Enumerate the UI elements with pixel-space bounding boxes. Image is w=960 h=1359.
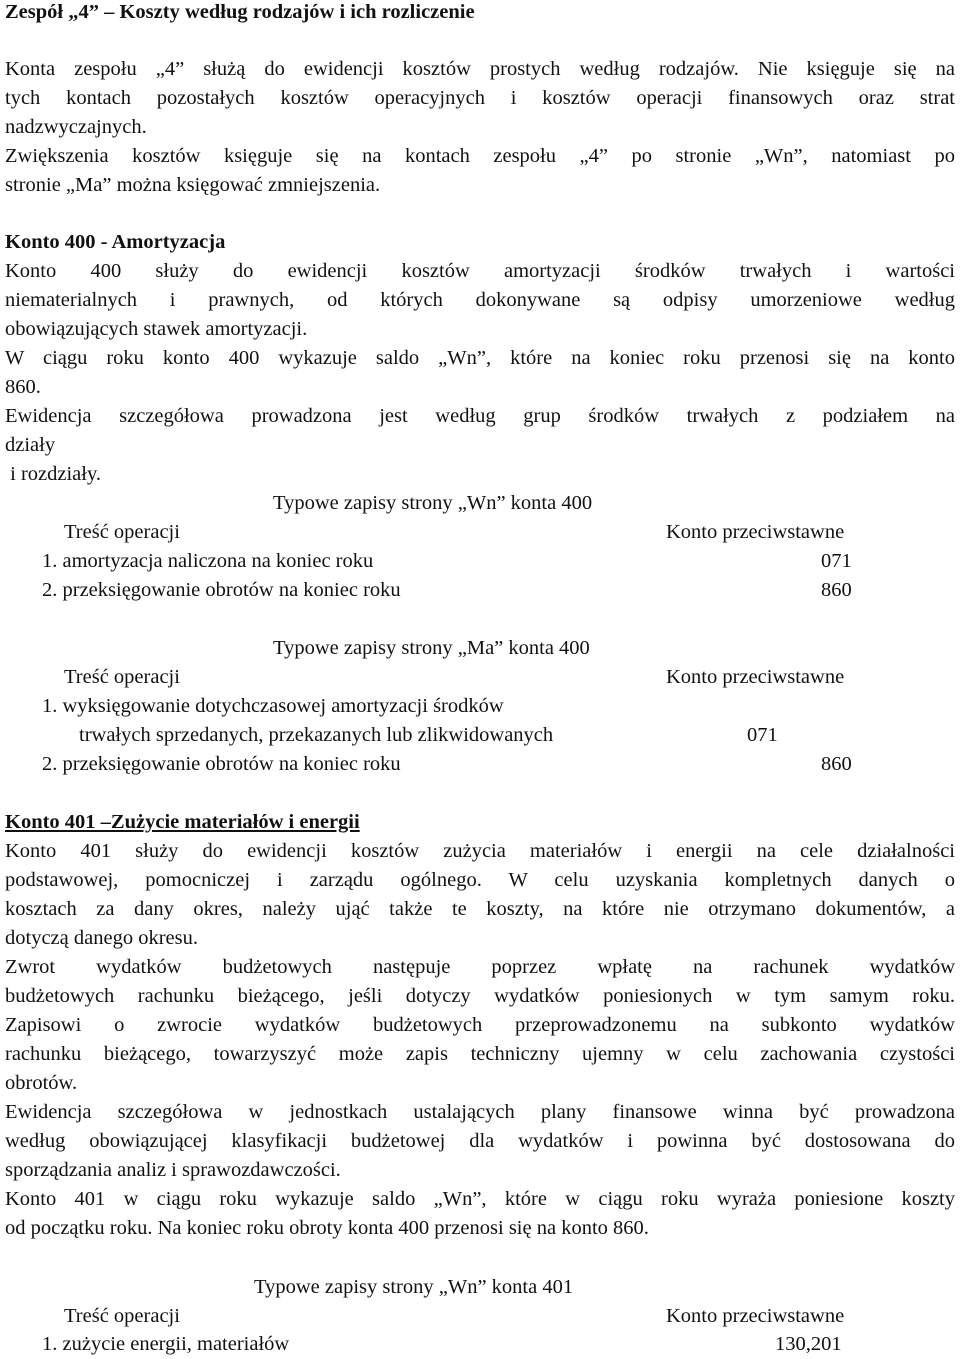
account-401-line: według obowiązującej klasyfikacji budżetowej dla wydatków i powinna być dostosowana do: [5, 1130, 955, 1152]
account-401-line: rachunku bieżącego, towarzyszyć może zapis techniczny ujemny w celu zachowania czystości: [5, 1043, 955, 1065]
column-header-account: Konto przeciwstawne: [666, 666, 845, 688]
table-row-account: 860: [821, 753, 852, 775]
account-400-line: 860.: [5, 376, 41, 398]
intro-line: Konta zespołu „4” służą do ewidencji kosztów prostych według rodzajów. Nie księguje się na: [5, 58, 955, 80]
account-401-line: podstawowej, pomocniczej i zarządu ogólnego. W celu uzyskania kompletnych danych o: [5, 869, 955, 891]
column-header-account: Konto przeciwstawne: [666, 521, 845, 543]
table-row-text: 1. wyksięgowanie dotychczasowej amortyzacji środków: [42, 695, 504, 717]
account-401-line: obrotów.: [5, 1072, 78, 1094]
account-400-line: Konto 400 służy do ewidencji kosztów amortyzacji środków trwałych i wartości: [5, 260, 955, 282]
account-400-line: i rozdziały.: [5, 463, 102, 485]
account-401-line: Zwrot wydatków budżetowych następuje poprzez wpłatę na rachunek wydatków: [5, 956, 955, 978]
account-401-line: budżetowych rachunku bieżącego, jeśli dotyczy wydatków poniesionych w tym samym roku.: [5, 985, 955, 1007]
account-401-line: Konto 401 służy do ewidencji kosztów zużycia materiałów i energii na cele działalności: [5, 840, 955, 862]
account-400-line: obowiązujących stawek amortyzacji.: [5, 318, 308, 340]
table-row-text-continuation: trwałych sprzedanych, przekazanych lub zlikwidowanych: [79, 724, 554, 746]
table-row-text: 1. amortyzacja naliczona na koniec roku: [42, 550, 374, 572]
intro-line: stronie „Ma” można księgować zmniejszenia.: [5, 174, 381, 196]
table-row-text: 2. przeksięgowanie obrotów na koniec roku: [42, 579, 401, 601]
intro-line: nadzwyczajnych.: [5, 116, 147, 138]
table-row-account: 071: [821, 550, 852, 572]
account-400-line: niematerialnych i prawnych, od których dokonywane są odpisy umorzeniowe według: [5, 289, 955, 311]
table-title: Typowe zapisy strony „Ma” konta 400: [273, 637, 590, 659]
table-row-text: 2. przeksięgowanie obrotów na koniec roku: [42, 753, 401, 775]
account-401-line: Zapisowi o zwrocie wydatków budżetowych przeprowadzonemu na subkonto wydatków: [5, 1014, 955, 1036]
table-title: Typowe zapisy strony „Wn” konta 400: [273, 492, 593, 514]
column-header-content: Treść operacji: [64, 1305, 180, 1327]
intro-line: tych kontach pozostałych kosztów operacyjnych i kosztów operacji finansowych oraz strat: [5, 87, 955, 109]
account-401-line: kosztach za dany okres, należy ująć także te koszty, na które nie otrzymano dokumentów, a: [5, 898, 955, 920]
section-heading: Zespół „4” – Koszty według rodzajów i ich rozliczenie: [5, 1, 475, 23]
table-title: Typowe zapisy strony „Wn” konta 401: [254, 1276, 574, 1298]
account-401-line: od początku roku. Na koniec roku obroty konta 400 przenosi się na konto 860.: [5, 1217, 649, 1239]
account-400-line: Ewidencja szczegółowa prowadzona jest według grup środków trwałych z podziałem na: [5, 405, 955, 427]
account-401-line: Konto 401 w ciągu roku wykazuje saldo „Wn”, które w ciągu roku wyraża poniesione koszty: [5, 1188, 955, 1210]
table-row-account: 130,201: [775, 1333, 842, 1355]
table-row-account: 860: [821, 579, 852, 601]
account-401-line: sporządzania analiz i sprawozdawczości.: [5, 1159, 341, 1181]
account-401-title: Konto 401 –Zużycie materiałów i energii: [5, 811, 360, 833]
account-401-line: Ewidencja szczegółowa w jednostkach ustalających plany finansowe winna być prowadzona: [5, 1101, 955, 1123]
table-row-account: 071: [747, 724, 778, 746]
intro-line: Zwiększenia kosztów księguje się na kontach zespołu „4” po stronie „Wn”, natomiast po: [5, 145, 955, 167]
account-401-line: dotyczą danego okresu.: [5, 927, 198, 949]
column-header-content: Treść operacji: [64, 521, 180, 543]
table-row-text: 1. zużycie energii, materiałów: [42, 1333, 290, 1355]
account-400-line: W ciągu roku konto 400 wykazuje saldo „Wn”, które na koniec roku przenosi się na konto: [5, 347, 955, 369]
column-header-account: Konto przeciwstawne: [666, 1305, 845, 1327]
column-header-content: Treść operacji: [64, 666, 180, 688]
account-400-line: działy: [5, 434, 56, 456]
account-400-title: Konto 400 - Amortyzacja: [5, 231, 226, 253]
